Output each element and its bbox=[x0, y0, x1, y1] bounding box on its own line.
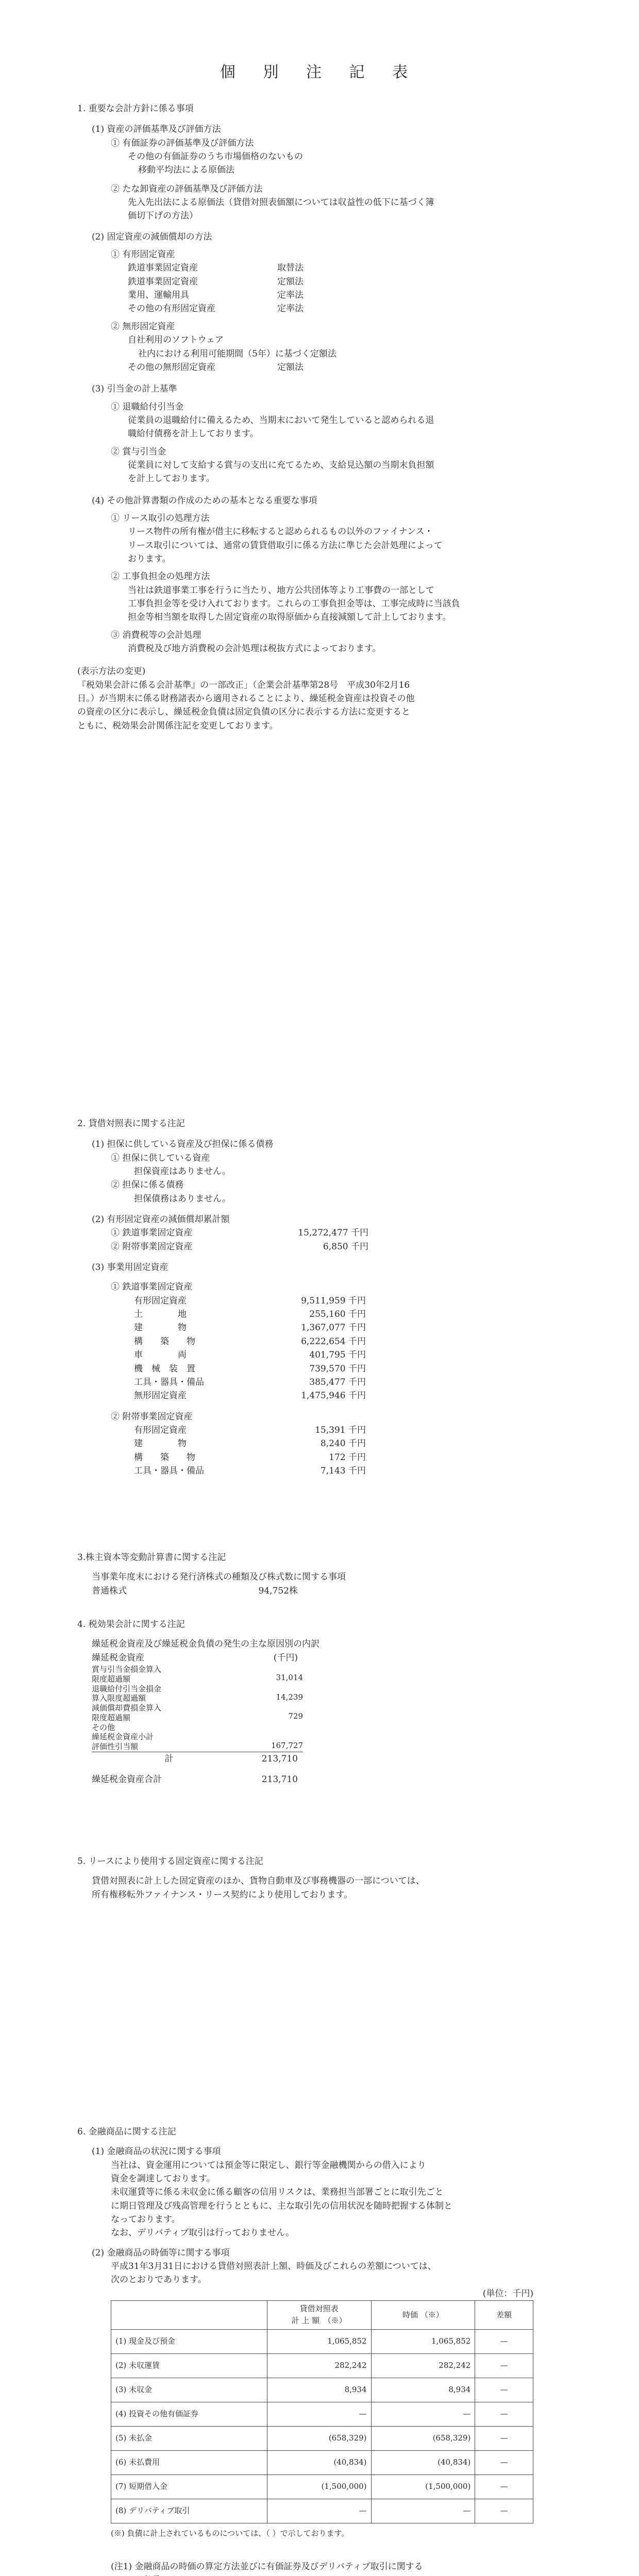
row-value: 729 bbox=[288, 1711, 303, 1721]
text-line: 資金を調達しております。 bbox=[111, 2174, 215, 2184]
text-line: (注1) 金融商品の時価の算定方法並びに有価証券及びデリバティブ取引に関する bbox=[111, 2561, 423, 2572]
table-header: 時価 （※） bbox=[371, 2301, 475, 2330]
difference: — bbox=[475, 2402, 533, 2426]
asset-row bbox=[134, 1308, 639, 1321]
section-heading: 5. リースにより使用する固定資産に関する注記 bbox=[77, 1856, 263, 1867]
text-line: ② 担保に係る債務 bbox=[111, 1180, 184, 1191]
book-value: 1,065,852 bbox=[267, 2329, 371, 2353]
row-value: 14,239 bbox=[276, 1692, 303, 1702]
text-line: ② たな卸資産の評価基準及び評価方法 bbox=[111, 183, 263, 194]
table-row bbox=[111, 2475, 533, 2499]
asset-label: 土 地 bbox=[134, 1309, 187, 1320]
subheading: (2) 金融商品の時価等に関する事項 bbox=[92, 2247, 230, 2258]
asset-value: 9,511,959 千円 bbox=[301, 1295, 366, 1306]
asset-label: 有形固定資産 bbox=[134, 1425, 187, 1435]
asset-row bbox=[134, 1348, 639, 1362]
asset-label: 工具・器具・備品 bbox=[134, 1465, 204, 1476]
book-value: (40,834) bbox=[267, 2450, 371, 2475]
subheading: (1) 担保に供している資産及び担保に係る債務 bbox=[92, 1139, 274, 1150]
asset-value: 8,240 千円 bbox=[320, 1438, 366, 1449]
subheading: (2) 固定資産の減価償却の方法 bbox=[92, 231, 212, 242]
kv-row: その他の無形固定資産 定額法 bbox=[128, 362, 304, 372]
text-line: 社内における利用可能期間（5年）に基づく定額法 bbox=[138, 348, 337, 359]
text-line: 担保資産はありません。 bbox=[134, 1166, 231, 1177]
text-line: 先入先出法による原価法（貸借対照表価額については収益性の低下に基づく簿 bbox=[128, 197, 434, 208]
asset-row bbox=[134, 1464, 639, 1478]
asset-value: 255,160 千円 bbox=[309, 1309, 366, 1320]
table-row bbox=[111, 2378, 533, 2402]
table-header: 差額 bbox=[475, 2301, 533, 2330]
difference: — bbox=[475, 2426, 533, 2450]
subheading: (2) 有形固定資産の減価償却累計額 bbox=[92, 1214, 230, 1225]
text-line: ② 工事負担金の処理方法 bbox=[111, 571, 210, 582]
text-line: 従業員の退職給付に備えるため、当期末において発生していると認められる退 bbox=[128, 415, 434, 426]
subheading: (1) 金融商品の状況に関する事項 bbox=[92, 2146, 221, 2157]
kv-row: ② 附帯事業固定資産 6,850 千円 bbox=[111, 1241, 368, 1252]
item-name: (5) 未払金 bbox=[111, 2426, 267, 2450]
asset-row bbox=[134, 1389, 639, 1402]
item-name: (1) 現金及び預金 bbox=[111, 2329, 267, 2353]
item-name: (3) 未収金 bbox=[111, 2378, 267, 2402]
section-equity bbox=[0, 1551, 639, 1598]
text-line: 繰延税金資産及び繰延税金負債の発生の主な原因別の内訳 bbox=[92, 1639, 320, 1650]
text-line: ② 附帯事業固定資産 bbox=[111, 1411, 193, 1422]
asset-row bbox=[134, 1376, 639, 1389]
difference: — bbox=[475, 2450, 533, 2475]
text-line: ② 無形固定資産 bbox=[111, 321, 175, 332]
asset-row bbox=[134, 1335, 639, 1348]
asset-row bbox=[134, 1321, 639, 1334]
asset-value: 385,477 千円 bbox=[309, 1377, 366, 1387]
text-line: を計上しております。 bbox=[128, 473, 215, 484]
fair-value: — bbox=[371, 2499, 475, 2523]
difference: — bbox=[475, 2499, 533, 2523]
section-heading: 1. 重要な会計方針に係る事項 bbox=[77, 104, 194, 114]
asset-list bbox=[0, 1294, 639, 1403]
text-line: ① 担保に供している資産 bbox=[111, 1153, 210, 1163]
asset-value: 1,475,946 千円 bbox=[301, 1391, 366, 1401]
section-accounting-policies bbox=[0, 102, 639, 733]
difference: — bbox=[475, 2378, 533, 2402]
text-line: 消費税及び地方消費税の会計処理は税抜方式によっております。 bbox=[128, 643, 381, 654]
row-label: 賞与引当金損金算入 限度超過額 bbox=[92, 1665, 162, 1684]
deferred-tax-row bbox=[92, 1703, 639, 1723]
text-line: の資産の区分に表示し、繰延税金負債は固定負債の区分に表示する方法に変更すると bbox=[77, 707, 410, 718]
text-line: 所有権移転外ファイナンス・リース契約により使用しております。 bbox=[92, 1889, 353, 1900]
asset-row bbox=[134, 1423, 639, 1437]
row-value: 167,727 bbox=[271, 1740, 303, 1750]
fair-value-table bbox=[111, 2300, 533, 2523]
text-line bbox=[142, 2573, 639, 2576]
difference: — bbox=[475, 2353, 533, 2378]
asset-value: 1,367,077 千円 bbox=[301, 1323, 366, 1333]
subheading: (4) その他計算書類の作成のための基本となる重要な事項 bbox=[92, 495, 317, 506]
text-line: 平成31年3月31日における貸借対照表計上額、時価及びこれらの差額については、 bbox=[111, 2261, 436, 2272]
asset-value: 7,143 千円 bbox=[320, 1465, 366, 1476]
asset-row bbox=[134, 1451, 639, 1464]
asset-value: 401,795 千円 bbox=[309, 1350, 366, 1361]
row-label: 退職給付引当金損金 算入限度超過額 bbox=[92, 1684, 162, 1703]
section-balance-sheet bbox=[0, 1117, 639, 1478]
fair-value: (1,500,000) bbox=[371, 2475, 475, 2499]
subheading: (1) 資産の評価基準及び評価方法 bbox=[92, 124, 221, 135]
text-line: 当社は鉄道事業工事を行うに当たり、地方公共団体等より工事費の一部として bbox=[128, 585, 434, 596]
table-row bbox=[111, 2402, 533, 2426]
text-line: 工事負担金等を受け入れております。これらの工事負担金等は、工事完成時に当該負 bbox=[128, 599, 460, 609]
text-line: 日。）が当期末に係る財務諸表から適用されることにより、繰延税金資産は投資その他 bbox=[77, 693, 415, 704]
section-lease bbox=[0, 1855, 639, 1902]
text-line: 価切下げの方法） bbox=[128, 211, 198, 222]
section-financial-instruments bbox=[0, 2125, 639, 2576]
deferred-tax-row bbox=[92, 1665, 639, 1684]
text-line: 自社利用のソフトウェア bbox=[128, 335, 224, 346]
text-line: ともに、税効果会計関係注記を変更しております。 bbox=[77, 720, 278, 731]
section-heading: 3.株主資本等変動計算書に関する注記 bbox=[77, 1552, 226, 1563]
text-line: 次のとおりであります。 bbox=[111, 2275, 207, 2285]
row-value: 31,014 bbox=[276, 1673, 303, 1683]
book-value: — bbox=[267, 2402, 371, 2426]
text-line: ① 退職給付引当金 bbox=[111, 401, 184, 412]
text-line: ① リース取引の処理方法 bbox=[111, 513, 210, 523]
fair-value: — bbox=[371, 2402, 475, 2426]
unit-label: (単位：千円) bbox=[482, 2288, 533, 2299]
page-title: 個 別 注 記 表 bbox=[220, 63, 419, 81]
table-row bbox=[111, 2353, 533, 2378]
table-header: 貸借対照表 計 上 額 （※） bbox=[267, 2301, 371, 2330]
asset-label: 有形固定資産 bbox=[134, 1295, 187, 1306]
text-line: なっております。 bbox=[111, 2214, 180, 2225]
text-line: その他の有価証券のうち市場価格のないもの bbox=[128, 151, 303, 162]
table-row bbox=[111, 2329, 533, 2353]
book-value: (1,500,000) bbox=[267, 2475, 371, 2499]
table-header bbox=[111, 2301, 267, 2330]
deferred-tax-row bbox=[92, 1723, 639, 1733]
asset-value: 172 千円 bbox=[329, 1452, 366, 1463]
kv-row: 繰延税金資産 (千円) bbox=[92, 1652, 298, 1663]
text-line: ② 賞与引当金 bbox=[111, 446, 166, 457]
text-line: 職給付債務を計上しております。 bbox=[128, 429, 259, 439]
book-value: 8,934 bbox=[267, 2378, 371, 2402]
kv-row: 業用、運輸用具 定率法 bbox=[128, 290, 304, 301]
text-line: 当社は、資金運用については預金等に限定し、銀行等金融機関からの借入により bbox=[111, 2160, 426, 2171]
asset-label: 建 物 bbox=[134, 1323, 187, 1333]
deferred-tax-row bbox=[92, 1732, 639, 1752]
fair-value: (40,834) bbox=[371, 2450, 475, 2475]
fair-value: (658,329) bbox=[371, 2426, 475, 2450]
section-heading: 4. 税効果会計に関する注記 bbox=[77, 1619, 185, 1630]
text-line: に期日管理及び残高管理を行うとともに、主な取引先の信用状況を随時把握する体制と bbox=[111, 2200, 452, 2211]
kv-row: 普通株式 94,752株 bbox=[92, 1585, 298, 1596]
asset-value: 6,222,654 千円 bbox=[301, 1336, 366, 1347]
section-tax-effect bbox=[0, 1618, 639, 1786]
total-row: 計 213,710 bbox=[92, 1752, 303, 1766]
deferred-tax-list bbox=[0, 1665, 639, 1752]
text-line: ③ 消費税等の会計処理 bbox=[111, 630, 201, 640]
table-row bbox=[111, 2426, 533, 2450]
section-heading: 6. 金融商品に関する注記 bbox=[77, 2127, 176, 2137]
book-value: 282,242 bbox=[267, 2353, 371, 2378]
asset-value: 15,391 千円 bbox=[315, 1425, 366, 1435]
difference: — bbox=[475, 2329, 533, 2353]
kv-row: その他の有形固定資産 定率法 bbox=[128, 303, 304, 314]
text-line: 担保債務はありません。 bbox=[134, 1193, 231, 1204]
table-row bbox=[111, 2499, 533, 2523]
table-row bbox=[111, 2450, 533, 2475]
text-line: リース物件の所有権が借主に移転すると認められるもの以外のファイナンス・ bbox=[128, 527, 433, 537]
text-line: ① 有価証券の評価基準及び評価方法 bbox=[111, 138, 254, 148]
text-line: 担金等相当額を取得した固定資産の取得原価から直接減額して計上しております。 bbox=[128, 612, 451, 623]
row-label: その他 bbox=[92, 1722, 115, 1732]
subheading: (3) 事業用固定資産 bbox=[92, 1262, 169, 1273]
item-name: (7) 短期借入金 bbox=[111, 2475, 267, 2499]
kv-row: 鉄道事業固定資産 定額法 bbox=[128, 276, 304, 287]
asset-label: 車 両 bbox=[134, 1350, 187, 1361]
section-heading: 2. 貸借対照表に関する注記 bbox=[77, 1118, 185, 1129]
book-value: (658,329) bbox=[267, 2426, 371, 2450]
text-line: 未収運賃等に係る未収金に係る顧客の信用リスクは、業務担当部署ごとに取引先ごと bbox=[111, 2187, 444, 2198]
kv-row: 鉄道事業固定資産 取替法 bbox=[128, 263, 304, 274]
deferred-tax-row bbox=[92, 1684, 639, 1704]
fair-value: 1,065,852 bbox=[371, 2329, 475, 2353]
text-line: リース取引については、通常の賃貸借取引に係る方法に準じた会計処理によって bbox=[128, 540, 443, 551]
text-line: 移動平均法による原価法 bbox=[138, 165, 234, 176]
item-name: (6) 未払費用 bbox=[111, 2450, 267, 2475]
text-line: ① 鉄道事業固定資産 bbox=[111, 1282, 193, 1293]
item-name: (4) 投資その他有価証券 bbox=[111, 2402, 267, 2426]
subheading: (3) 引当金の計上基準 bbox=[92, 384, 177, 395]
kv-row: ① 鉄道事業固定資産 15,272,477 千円 bbox=[111, 1228, 368, 1239]
asset-row bbox=[134, 1362, 639, 1376]
text-line: 当事業年度末における発行済株式の種類及び株式数に関する事項 bbox=[92, 1572, 346, 1583]
text-line: なお、デリバティブ取引は行っておりません。 bbox=[111, 2228, 295, 2239]
sum-row: 繰延税金資産合計 213,710 bbox=[92, 1774, 298, 1785]
text-line: 従業員に対して支給する賞与の支出に充てるため、支給見込額の当期末負担額 bbox=[128, 460, 434, 470]
fair-value: 8,934 bbox=[371, 2378, 475, 2402]
asset-value: 739,570 千円 bbox=[309, 1363, 366, 1374]
asset-label: 構 築 物 bbox=[134, 1336, 195, 1347]
difference: — bbox=[475, 2475, 533, 2499]
row-label: 減価償却費損金算入 限度超過額 bbox=[92, 1703, 162, 1722]
text-line: ① 有形固定資産 bbox=[111, 249, 175, 260]
asset-label: 建 物 bbox=[134, 1438, 187, 1449]
subheading: (表示方法の変更) bbox=[77, 666, 146, 677]
item-name: (8) デリバティブ取引 bbox=[111, 2499, 267, 2523]
table-note: (※) 負債に計上されているものについては、（ ）で示しております。 bbox=[111, 2528, 349, 2538]
asset-label: 機 械 装 置 bbox=[134, 1363, 195, 1374]
asset-label: 工具・器具・備品 bbox=[134, 1377, 204, 1387]
book-value: — bbox=[267, 2499, 371, 2523]
asset-row bbox=[134, 1294, 639, 1308]
asset-row bbox=[134, 1437, 639, 1450]
asset-label: 無形固定資産 bbox=[134, 1391, 187, 1401]
text-line: おります。 bbox=[128, 553, 171, 564]
text-line: 『税効果会計に係る会計基準』の一部改正」（企業会計基準第28号 平成30年2月16 bbox=[77, 680, 410, 690]
asset-label: 構 築 物 bbox=[134, 1452, 195, 1463]
text-line: 貸借対照表に計上した固定資産のほか、貨物自動車及び事務機器の一部については、 bbox=[92, 1876, 425, 1887]
item-name: (2) 未収運賃 bbox=[111, 2353, 267, 2378]
row-label: 繰延税金資産小計 評価性引当額 bbox=[92, 1732, 154, 1752]
fair-value: 282,242 bbox=[371, 2353, 475, 2378]
asset-list bbox=[0, 1423, 639, 1478]
